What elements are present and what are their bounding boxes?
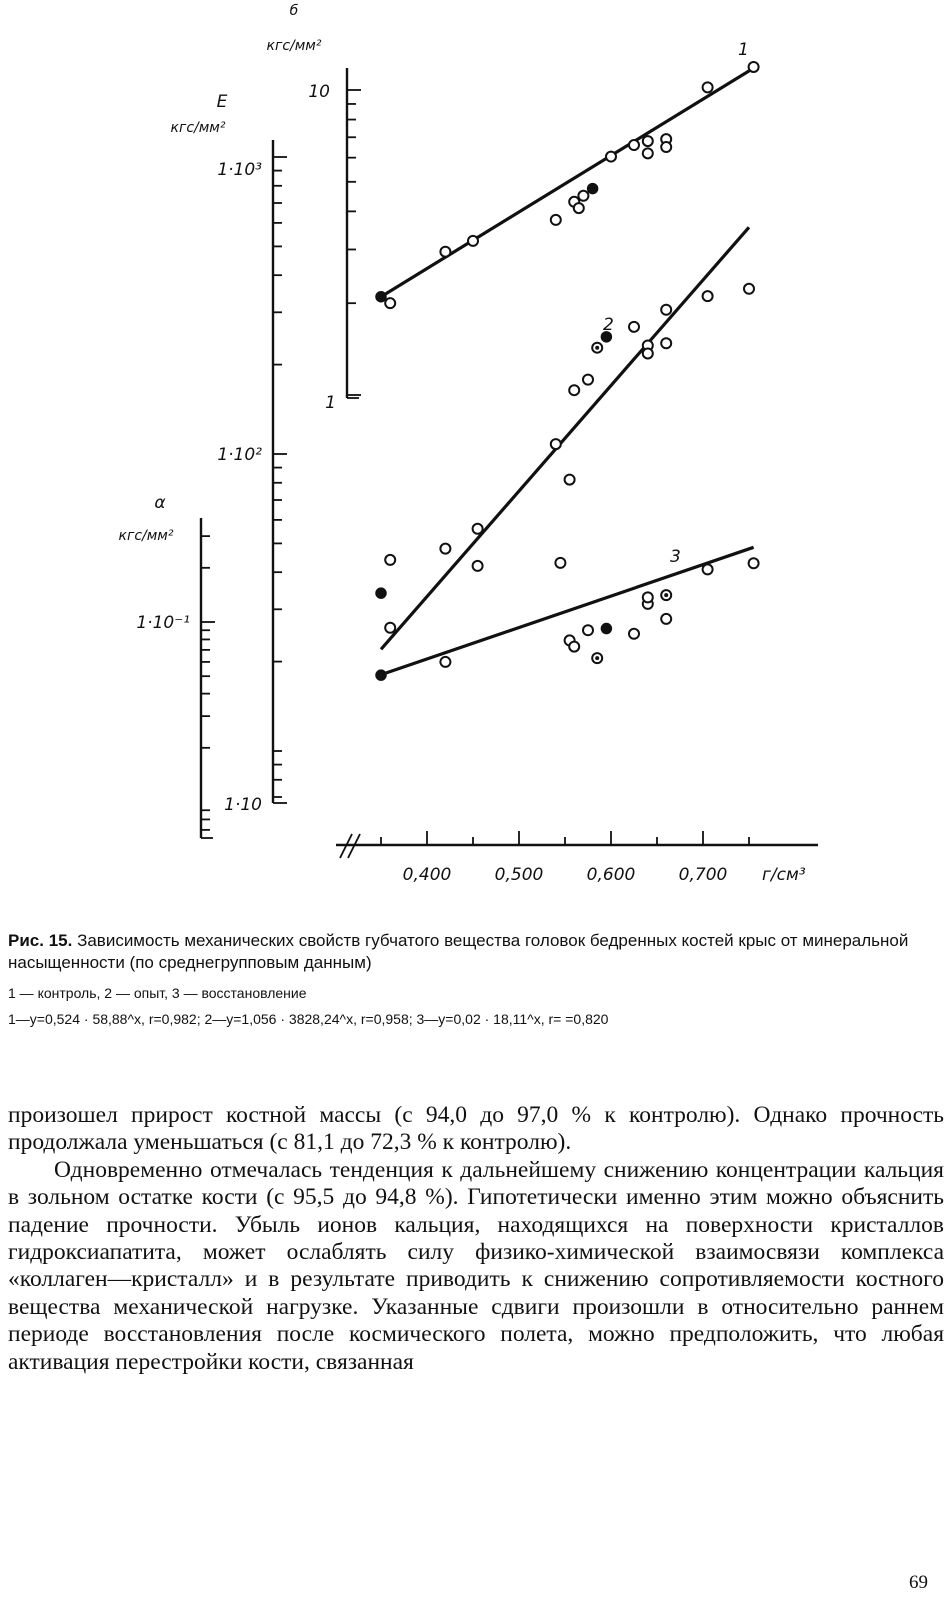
data-point-1 bbox=[385, 298, 395, 308]
data-point-1 bbox=[574, 203, 584, 213]
x-tick-label: 0,600 bbox=[586, 865, 636, 885]
fit-line-3 bbox=[386, 547, 754, 673]
data-point-1 bbox=[588, 184, 598, 194]
page-number: 69 bbox=[909, 1572, 928, 1593]
fit-line-1 bbox=[381, 68, 754, 297]
data-point-2 bbox=[569, 385, 579, 395]
data-point-1 bbox=[643, 136, 653, 146]
E-tick-label: 1·10³ bbox=[217, 160, 262, 180]
E-unit: кгс/мм² bbox=[170, 120, 226, 136]
data-point-1 bbox=[749, 62, 759, 72]
data-point-2 bbox=[473, 561, 483, 571]
x-axis-unit: г/см³ bbox=[762, 865, 806, 885]
data-point-2 bbox=[661, 338, 671, 348]
data-point-2 bbox=[661, 305, 671, 315]
caption-formulas: 1—y=0,524 · 58,88^x, r=0,982; 2—y=1,056 · 3828,24^x, r=0,958; 3—y=0,02 · 18,11^x, r= =0,820 bbox=[8, 1011, 609, 1027]
data-point-2 bbox=[551, 439, 561, 449]
paragraph-1: произошел прирост костной массы (с 94,0 до 97,0 % к контролю). Однако прочность продолжала уменьшаться (с 81,1 до 72,3 % к контролю). bbox=[8, 1102, 944, 1156]
alpha-tick-label: 1·10⁻¹ bbox=[136, 613, 190, 633]
fit-line-2 bbox=[381, 227, 749, 649]
data-point-2 bbox=[385, 555, 395, 565]
data-point-3 bbox=[569, 642, 579, 652]
data-point-center-3 bbox=[664, 593, 668, 597]
sigma-tick-label: 10 bbox=[308, 82, 330, 102]
x-tick-label: 0,400 bbox=[402, 865, 452, 885]
data-point-2 bbox=[703, 291, 713, 301]
data-point-2 bbox=[744, 284, 754, 294]
data-point-1 bbox=[703, 82, 713, 92]
figure-caption bbox=[8, 930, 944, 1028]
sigma-unit: кгс/мм² bbox=[266, 38, 322, 54]
data-point-2 bbox=[376, 670, 386, 680]
caption-legend: 1 — контроль, 2 — опыт, 3 — восстановление bbox=[8, 985, 307, 1001]
data-point-3 bbox=[629, 629, 639, 639]
data-point-2 bbox=[440, 544, 450, 554]
data-point-3 bbox=[749, 558, 759, 568]
caption-lead: Рис. 15. bbox=[8, 931, 73, 950]
data-point-1 bbox=[551, 215, 561, 225]
data-point-center-2 bbox=[595, 346, 599, 350]
data-point-1 bbox=[440, 247, 450, 257]
data-point-2 bbox=[385, 623, 395, 633]
data-point-2 bbox=[583, 375, 593, 385]
data-point-2 bbox=[555, 558, 565, 568]
sigma-tick-label: 1 bbox=[325, 393, 336, 413]
data-point-2 bbox=[565, 475, 575, 485]
data-point-3 bbox=[601, 624, 611, 634]
x-tick-label: 0,500 bbox=[494, 865, 544, 885]
E-symbol: E bbox=[216, 92, 228, 112]
data-point-1 bbox=[376, 292, 386, 302]
data-point-3 bbox=[440, 657, 450, 667]
data-point-1 bbox=[661, 142, 671, 152]
series-label-2: 2 bbox=[603, 315, 614, 335]
axes bbox=[201, 68, 818, 858]
E-tick-label: 1·10² bbox=[217, 445, 262, 465]
data-point-3 bbox=[661, 614, 671, 624]
series-label-1: 1 bbox=[738, 40, 749, 60]
data-point-2 bbox=[629, 322, 639, 332]
axis-labels bbox=[119, 3, 806, 885]
data-point-2 bbox=[376, 588, 386, 598]
alpha-symbol: α bbox=[154, 493, 166, 513]
data-point-1 bbox=[643, 148, 653, 158]
data-point-2 bbox=[473, 524, 483, 534]
paragraph-2: Одновременно отмечалась тенденция к дальнейшему снижению концентрации кальция в зольном остатке кости (с 95,5 до 94,8 %). Гипотетически именно этим можно объяснить падение прочности. Убыль ионов кальция, находящихся на поверхности кристаллов гидроксиапатита, может ослаблять силу физико-химической взаимосвязи комплекса «коллаген—кристалл» и в результате приводить к снижению сопротивляемости костного вещества механической нагрузке. Указанные сдвиги произошли в относительно раннем периоде восстановления после космического полета, можно предположить, что любая активация перестройки кости, связанная bbox=[8, 1156, 944, 1375]
series-label-3: 3 bbox=[670, 547, 681, 567]
data-point-3 bbox=[703, 564, 713, 574]
data-point-1 bbox=[468, 236, 478, 246]
alpha-unit: кгс/мм² bbox=[118, 528, 174, 544]
sigma-symbol: б bbox=[289, 3, 299, 19]
data-point-3 bbox=[643, 592, 653, 602]
data-point-3 bbox=[583, 625, 593, 635]
data-point-1 bbox=[606, 152, 616, 162]
data-point-1 bbox=[578, 191, 588, 201]
data-point-center-3 bbox=[595, 656, 599, 660]
data-point-1 bbox=[629, 140, 639, 150]
x-tick-label: 0,700 bbox=[678, 865, 728, 885]
caption-text: Зависимость механических свойств губчатого вещества головок бедренных костей крыс от минеральной насыщенности (по среднегрупповым данным) bbox=[8, 931, 909, 972]
data-point-2 bbox=[643, 348, 653, 358]
fit-lines bbox=[381, 68, 754, 673]
alpha-tick-label: 1·10 bbox=[224, 795, 262, 815]
body-text bbox=[8, 1102, 944, 1376]
